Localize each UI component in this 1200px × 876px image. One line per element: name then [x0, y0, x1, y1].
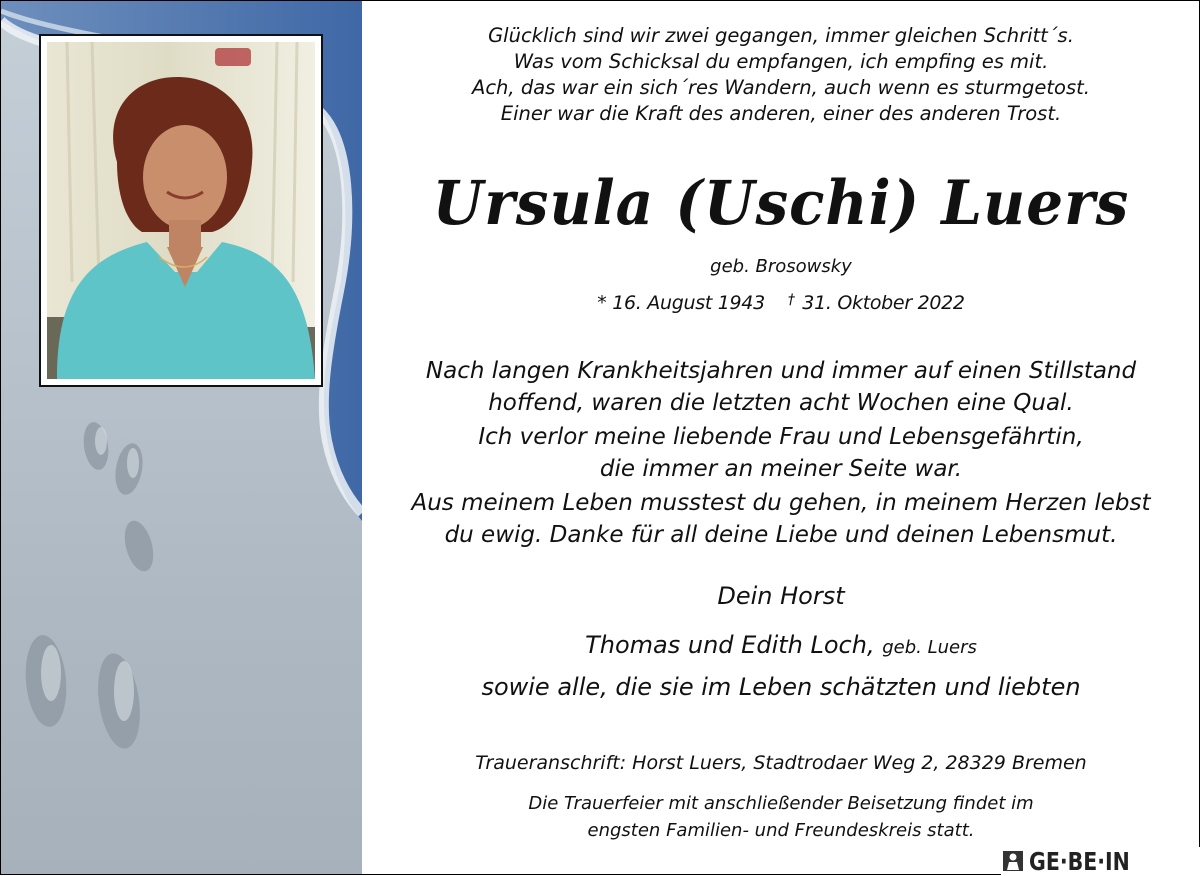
message-line: Ich verlor meine liebende Frau und Lebensgefährtin, [478, 424, 1084, 450]
birth-symbol: * [597, 292, 607, 314]
portrait-illustration [47, 42, 315, 379]
others-line: sowie alle, die sie im Leben schätzten und liebten [481, 673, 1081, 701]
logo-text: GE·BE·IN [1029, 846, 1130, 876]
signer: Dein Horst [717, 582, 845, 610]
poem [363, 23, 1199, 127]
portrait-photo [47, 42, 315, 379]
poem-line: Was vom Schicksal du empfangen, ich empfing es mit. [513, 50, 1049, 73]
family-note: geb. Luers [882, 637, 977, 658]
notice-text-column [363, 1, 1199, 874]
family-names: Thomas und Edith Loch, [585, 631, 875, 659]
ceremony-line: Die Trauerfeier mit anschließender Beisetzung findet im [528, 793, 1034, 814]
face [143, 125, 227, 229]
birth-date: 16. August 1943 [612, 292, 765, 314]
poem-line: Einer war die Kraft des anderen, einer des anderen Trost. [500, 102, 1062, 125]
poem-line: Glücklich sind wir zwei gegangen, immer gleichen Schritt´s. [488, 24, 1074, 47]
coat-of-arms-icon [215, 48, 251, 66]
death-date: 31. Oktober 2022 [802, 292, 965, 314]
beach-footprints-image [1, 1, 362, 874]
farewell-message [363, 356, 1199, 554]
family-line [363, 631, 1199, 659]
publisher-logo [1001, 847, 1200, 875]
message-line: hoffend, waren die letzten acht Wochen eine Qual. [488, 389, 1074, 416]
person-mark-icon [1001, 849, 1025, 873]
deceased-name: Ursula (Uschi) Luers [432, 167, 1130, 239]
ceremony-line: engsten Familien- und Freundeskreis statt. [587, 820, 975, 841]
death-cross-icon: † [787, 292, 795, 308]
message-line: die immer an meiner Seite war. [599, 455, 963, 482]
mourning-address: Traueranschrift: Horst Luers, Stadtrodaer Weg 2, 28329 Bremen [475, 752, 1087, 774]
portrait-frame [39, 34, 323, 387]
poem-line: Ach, das war ein sich´res Wandern, auch wenn es sturmgetost. [472, 76, 1090, 99]
life-dates [363, 292, 1199, 314]
message-line: Aus meinem Leben musstest du gehen, in meinem Herzen lebst [411, 490, 1151, 516]
maiden-name: geb. Brosowsky [710, 256, 852, 277]
message-line: Nach langen Krankheitsjahren und immer auf einen Stillstand [425, 358, 1137, 384]
message-line: du ewig. Danke für all deine Liebe und deinen Lebensmut. [444, 521, 1118, 548]
ceremony-info [363, 790, 1199, 844]
